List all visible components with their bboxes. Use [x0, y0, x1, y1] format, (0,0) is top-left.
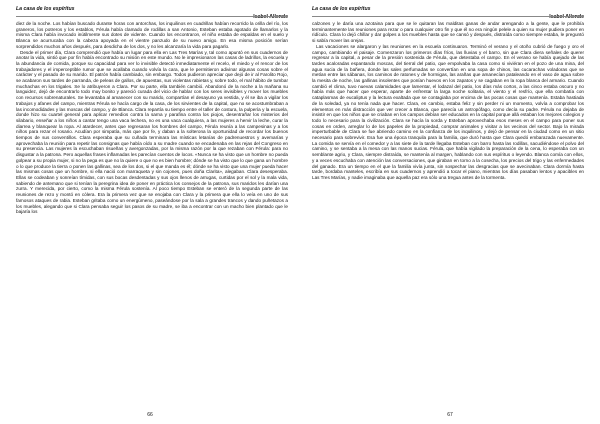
left-paragraph: diez de la noche. Los habían buscado durante horas con antorchas, los inquilinos en cuadrillas habían recorrido la orilla del río, los graneros, los potreros y los establos, Férula había clamado de rodillas a san Antonio, Esteban estaba agotado de llamarlos y la misma Clara había invocado inútilmente sus dotes de vidente. Cuando los encontraron, el niño estaba de espaldas en el suelo y Blanca se acurrucaba con la cabeza apoyada en el vientre panzudo de su nuevo amigo. En esa misma posición serían sorprendidos muchos años después, para desdicha de los dos, y no les alcanzaría la vida para pagarlo. — [16, 21, 288, 49]
left-header-title: La casa de los espíritus — [16, 6, 75, 12]
left-header-rule — [16, 16, 288, 17]
right-header-rule — [312, 16, 584, 17]
right-paragraph: calzones y le daría una azotaina para que se le quitaran las malditas ganas de andar arengando a la gente, que le prohibía terminantemente las reuniones para rezar o para cualquier otro fin y que él no era ningún pelele a quien su mujer pudiera poner en ridículo. Clara lo dejó chillar y dar golpes a los muebles hasta que se cansó y después, distraída como siempre estaba, le preguntó si sabía mover las orejas. — [312, 21, 584, 44]
right-page-body — [312, 21, 584, 406]
right-paragraph: Las vacaciones se alargaron y las reuniones en la escuela continuaron. Terminó el verano y el otoño cubrió de fuego y oro el campo, cambiando el paisaje. Comenzaron los primeros días fríos, las lluvias y el barro, sin que Clara diera señales de querer regresar a la capital, a pesar de la presión sostenida de Férula, que detestaba el campo. En el verano se había quejado de las tardes acaloradas espantando moscas, del tierral del patio, que empolvaba la casa como si viviéran en el pozo de una mina, del agua sucia de la bañera, donde las sales perfumadas se convertían en una sopa de chinos, las cucarachas voladoras que se metían entre las sábanas, los caminos de ratones y de hormigas, las arañas que amanecían pataleando en el vaso de agua sobre la mesita de noche, las gallinas insolentes que ponían huevos en los zapatos y se cagaban en la ropa blanca del armario. Cuando cambió el clima, tuvo nuevas calamidades que lamentar, el lodazal del patio, los días más cortos, a las cinco estaba oscuro y no había más que hacer que esperar, aparte de enfrentar la larga noche solitaria, el viento y el resfrío, que ella combatía con cataplasmas de eucaliptus y la lectura exaltada que se contagiaba por encima de las pocas cosas que mantenía. Estaba hastiada de la soledad, ya no tenía nada que hacer. Clara, en cambio, estaba feliz y sin perder ni un momento, volvía a comprobar los elementos en más distracción que ver crecer a Blanca, que parecía un antropófago, como decía su padre. Férula no dejaba de insistir en que los niños que se criaban en los campos debían ser educados en la capital porque allá estaban los mejores colegios y todo lo necesario para la civilización. Clara se hacía la sorda y Esteban aprovechaba esos meses en el campo para poner sus cosas en orden, arreglar lo de los papeles de la propiedad, comprar animales y visitar a los vecinos del sector. Bajo la mirada imperturbable de Clara se fue abriendo camino en la confianza de los inquilinos, y dejó de pensar en la ciudad como en un sitio necesario para sobrevivir. Esa fue una época tranquila para la familia, que duró hasta que Clara quedó embarazada nuevamente. La comida se servía en el comedor y a las siete de la tarde llegaba Esteban con barro hasta las rodillas, sacudiéndose el polvo del camino, y se sentaba a la mesa con las manos sucias. Férula, que había vigilado la preparación de la cena, lo esperaba con un semblante agrio, y Clara, siempre distraída, se mantenía al margen, hablando con sus espíritus o leyendo. Blanca comía con ellos, y a veces escuchaba con atención las conversaciones, que giraban en torno a la cosecha, los precios del trigo y las enfermedades del ganado. Era un tiempo en el que la familia vivía junta, sin sospechar las desgracias que se avecinaban. Clara dormía hasta tarde, bordaba manteles, escribía en sus cuadernos y aprendió a tocar el piano, mientras los días pasaban lentos y apacibles en Las Tres Marías, y nadie imaginaba que aquella paz era sólo una tregua antes de la tormenta. — [312, 43, 584, 180]
right-page — [300, 0, 600, 424]
right-page-number: 67 — [447, 412, 453, 418]
left-page-body — [16, 21, 288, 406]
right-header-author: Isabel Allende — [549, 14, 584, 20]
left-page-number: 66 — [147, 412, 153, 418]
right-header-title: La casa de los espíritus — [312, 6, 371, 12]
left-header-author: Isabel Allende — [253, 14, 288, 20]
left-paragraph: Desde el primer día, Clara comprendió que había un lugar para ella en Las Tres Marías y, tal como apuntó en sus cuadernos de anotar la vida, sintió que por fin había encontrado su misión en este mundo. No le impresionaron las casas de ladrillos, la escuela y la abundancia de comida, porque su capacidad para ver lo invisible detectó inmediatamente el recelo, el miedo y el rencor de los trabajadores y el imperceptible rumor que se acallaba cuando volvía la cara, que le permitieron adivinar algunas cosas sobre el carácter y el pasado de su marido. El patrón había cambiado, sin embargo. Todos pudieron apreciar que dejó de ir al Farolito Rojo, se acabaron sus tardes de parranda, de peleas de gallos, de apuestas, sus violentas rabietas y, sobre todo, el mal hábito de tumbar muchachas en los trigales. Se lo atribuyeron a Clara. Por su parte, ella también cambió. Abandonó de la noche a la mañana su languidez, dejó de encontrarlo todo muy bonito y pareció curada del vicio de hablar con los seres invisibles y mover los muebles con recursos sobrenaturales. Se levantaba al amanecer con su marido, compartían el desayuno ya vestida, y él se iba a vigilar los trabajos y afanes del campo, mientras Férula se hacía cargo de la casa, de los sirvientes de la capital, que no se acostumbraban a las incomodidades y las moscas del campo, y de Blanca. Clara repartía su tiempo entre el taller de costura, la pulpería y la escuela, donde hizo su cuartel general para aplicar remedios contra la sarna y parafina contra los piojos, desentrañar los misterios del silabario, enseñar a los niños a cantar tengo una vaca lechera, no es una vaca cualquiera, a las mujeres a hervir la leche, curar la diarrea y blanquear la ropa. Al atardecer, antes que regresaran los hombres del campo, Férula reunía a las campesinas y a los niños para rezar el rosario. Acudían por simpatía, más que por fe, y daban a la solterona la oportunidad de recordar los buenos tiempos de sus conventillos. Clara esperaba que su cuñada terminara las místicas letanías de padrenuestros y avemarías y aprovechaba la reunión para repetir las consignas que había oído a su madre cuando se encadenaba en las rejas del Congreso en su presencia. Las mujeres la escuchaban risueñas y avergonzadas, por la misma razón por la que rezaban con Férula: para no disgustar a la patrona. Pero aquellas frases inflamadas les parecían cuentos de locos. «Nunca se ha visto que un hombre no pueda golpear a su propia mujer, si no la pega es que no la quiere o que no es bien hombre; dónde se ha visto que lo que gana un hombre o lo que produce la tierra o ponen las gallinas, sea de los dos, si el que manda es él; dónde se ha visto que una mujer pueda hacer las mismas cosas que un hombre, si ella nació con marraqueta y sin cojones, pues doña Clarita», alegaban. Clara desesperaba. Ellas se codeaban y sonreían tímidas, con sus bocas desdentadas y sus ojos llenos de arrugas, curtidas por el sol y la mala vida, sabiendo de antemano que si tenían la peregrina idea de poner en práctica los consejos de la patrona, sus maridos les darían una zurra. Y merecida, por cierto, como la misma Férula sostenía. Al poco tiempo Esteban se enteró de la segunda parte de las reuniones de rezo y montó en cólera. Era la primera vez que se enojaba con Clara y la primera que ella lo veía en uno de sus famosos ataques de rabia. Esteban gritaba como un energúmeno, paseándose por la sala a grandes trancos y dando puñetazos a los muebles, alegando que si Clara pensaba seguir los pasos de su madre, se iba a encontrar con un macho bien plantado que le bajaría los — [16, 49, 288, 215]
